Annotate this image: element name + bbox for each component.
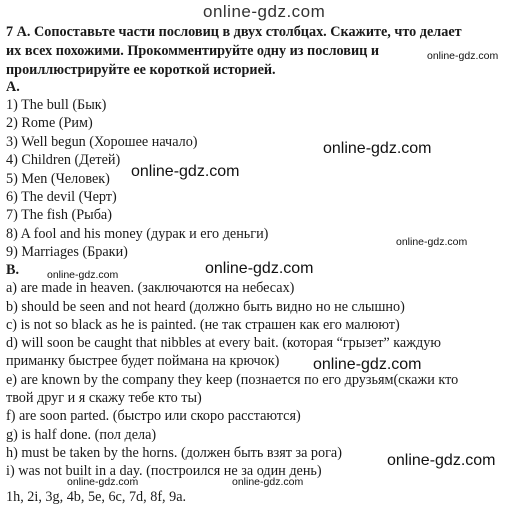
column-b-line-c: c) is not so black as he is painted. (не так страшен как его малюют): [6, 317, 400, 333]
task-line-2: их всех похожими. Прокомментируйте одну из пословиц и: [6, 43, 380, 59]
column-b-line-d: d) will soon be caught that nibbles at every bait. (которая “грызет” каждую: [6, 335, 441, 351]
column-b-line-g: g) is half done. (пол дела): [6, 427, 157, 443]
watermark-4: online-gdz.com: [396, 236, 468, 248]
watermark-5: online-gdz.com: [47, 269, 119, 281]
column-a-heading: А.: [6, 79, 20, 95]
column-a-item-9: 9) Marriages (Браки): [6, 244, 128, 260]
watermark-3: online-gdz.com: [131, 163, 240, 180]
watermark-10: online-gdz.com: [232, 476, 304, 488]
task-line-1: 7 А. Сопоставьте части пословиц в двух столбцах. Скажите, что делает: [6, 24, 462, 40]
column-b-line-h: h) must be taken by the horns. (должен быть взят за рога): [6, 445, 342, 461]
watermark-6: online-gdz.com: [205, 260, 314, 277]
watermark-1: online-gdz.com: [427, 50, 499, 62]
watermark-7: online-gdz.com: [313, 356, 422, 373]
column-a-item-8: 8) A fool and his money (дурак и его деньги): [6, 226, 269, 242]
column-b-line-b: b) should be seen and not heard (должно быть видно но не слышно): [6, 299, 405, 315]
column-b-line-f: f) are soon parted. (быстро или скоро расстаются): [6, 408, 301, 424]
column-a-item-7: 7) The fish (Рыба): [6, 207, 112, 223]
column-b-line-a: a) are made in heaven. (заключаются на небесах): [6, 280, 295, 296]
column-a-item-1: 1) The bull (Бык): [6, 97, 107, 113]
answer-key: 1h, 2i, 3g, 4b, 5e, 6c, 7d, 8f, 9a.: [6, 489, 187, 505]
task-line-3: проиллюстрируйте ее короткой историей.: [6, 62, 276, 78]
column-b-line-d-cont: приманку быстрее будет поймана на крючок): [6, 353, 280, 369]
column-b-line-e: e) are known by the company they keep (познается по его друзьям(скажи кто: [6, 372, 459, 388]
column-a-item-4: 4) Children (Детей): [6, 152, 121, 168]
watermark-header: online-gdz.com: [203, 2, 326, 21]
watermark-8: online-gdz.com: [387, 452, 496, 469]
column-b-heading: В.: [6, 262, 20, 278]
column-a-item-3: 3) Well begun (Хорошее начало): [6, 134, 198, 150]
column-b-line-e-cont: твой друг и я скажу тебе кто ты): [6, 390, 202, 406]
watermark-2: online-gdz.com: [323, 140, 432, 157]
watermark-9: online-gdz.com: [67, 476, 139, 488]
column-a-item-2: 2) Rome (Рим): [6, 115, 93, 131]
column-a-item-6: 6) The devil (Черт): [6, 189, 117, 205]
column-b-line-i: i) was not built in a day. (построился не за один день): [6, 463, 322, 479]
column-a-item-5: 5) Men (Человек): [6, 171, 110, 187]
